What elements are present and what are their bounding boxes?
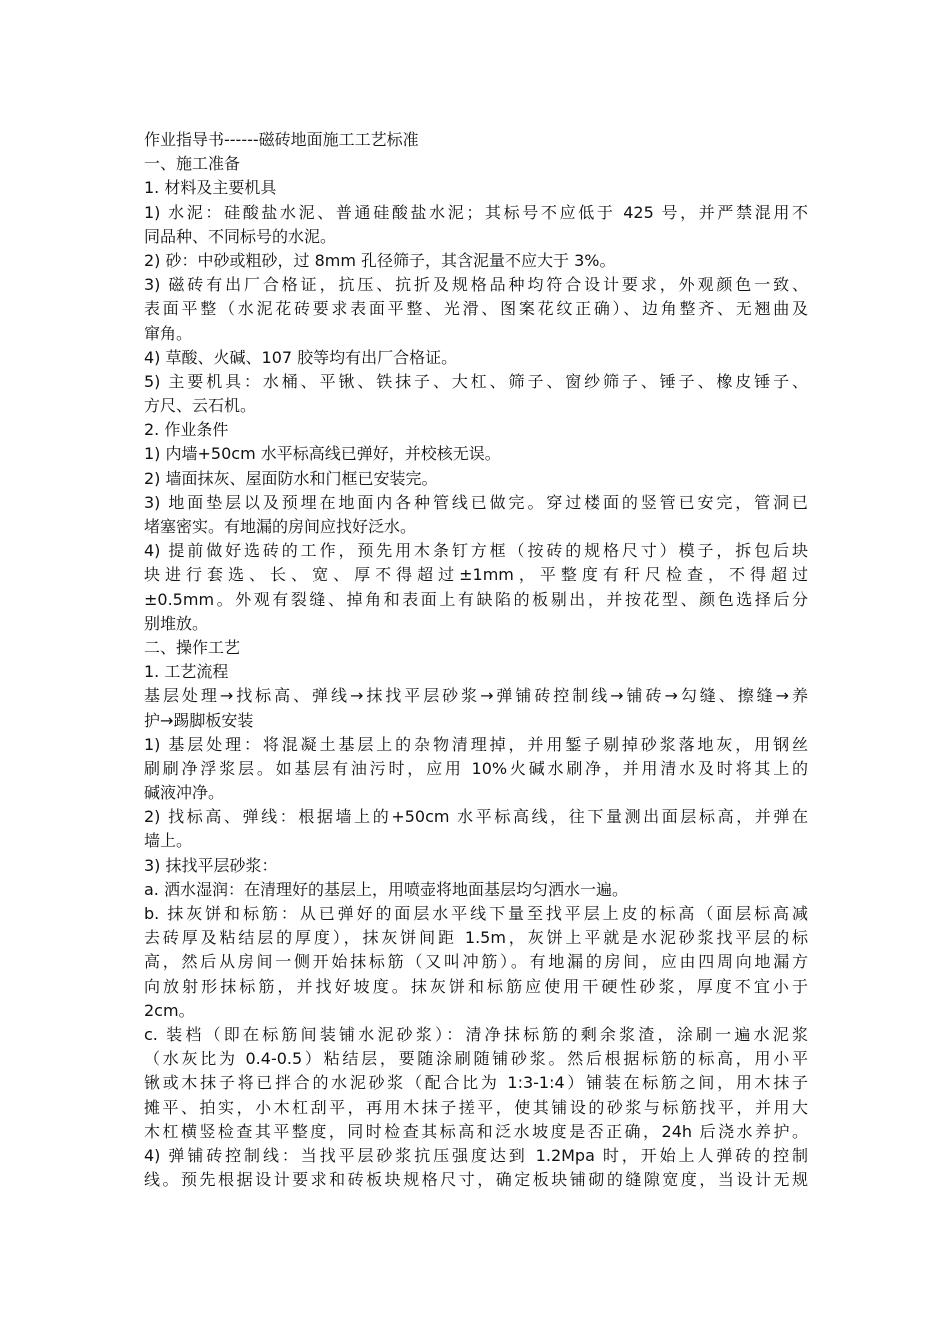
- text-line: 木杠横竖检查其平整度，同时检查其标高和泛水坡度是否正确，24h 后浇水养护。: [144, 1121, 808, 1141]
- text-line: 1) 水泥：硅酸盐水泥、普通硅酸盐水泥；其标号不应低于 425 号，并严禁混用不: [144, 202, 808, 222]
- document-title: 作业指导书------磁砖地面施工工艺标准: [144, 130, 419, 149]
- text-line: 高，然后从房间一侧开始抹标筋（又叫冲筋）。有地漏的房间，应由四周向地漏方: [144, 952, 808, 972]
- text-line: ±0.5mm。外观有裂缝、掉角和表面上有缺陷的板剔出，并按花型、颜色选择后分: [144, 589, 808, 609]
- text-line: 同品种、不同标号的水泥。: [144, 226, 337, 246]
- text-line: 表面平整（水泥花砖要求表面平整、光滑、图案花纹正确）、边角整齐、无翘曲及: [144, 299, 808, 319]
- text-line: b. 抹灰饼和标筋：从已弹好的面层水平线下量至找平层上皮的标高（面层标高减: [144, 904, 808, 923]
- text-line: 1) 基层处理：将混凝土基层上的杂物清理掉，并用錾子剔掉砂浆落地灰，用钢丝: [144, 734, 808, 754]
- text-line: 墙上。: [144, 831, 193, 851]
- text-line: 2) 墙面抹灰、屋面防水和门框已安装完。: [144, 468, 438, 488]
- text-line: 方尺、云石机。: [144, 396, 257, 416]
- text-line: 去砖厚及粘结层的厚度），抹灰饼间距 1.5m，灰饼上平就是水泥砂浆找平层的标: [144, 928, 808, 948]
- text-line: 摊平、拍实，小木杠刮平，再用木抹子搓平，使其铺设的砂浆与标筋找平，并用大: [144, 1097, 808, 1117]
- text-line: 基层处理→找标高、弹线→抹找平层砂浆→弹铺砖控制线→铺砖→勾缝、擦缝→养: [144, 686, 808, 706]
- subsection-heading: 2. 作业条件: [144, 420, 229, 440]
- subsection-heading: 1. 材料及主要机具: [144, 178, 277, 198]
- text-line: 2) 找标高、弹线：根据墙上的+50cm 水平标高线，往下量测出面层标高，并弹在: [144, 807, 808, 827]
- text-line: 2) 砂：中砂或粗砂，过 8mm 孔径筛子，其含泥量不应大于 3%。: [144, 250, 616, 270]
- section-heading: 一、施工准备: [144, 154, 241, 174]
- text-line: 窜角。: [144, 323, 193, 343]
- text-line: 向放射形抹标筋，并找好坡度。抹灰饼和标筋应使用干硬性砂浆，厚度不宜小于: [144, 976, 808, 996]
- text-line: 1) 内墙+50cm 水平标高线已弹好，并校核无误。: [144, 444, 501, 464]
- text-line: （水灰比为 0.4-0.5）粘结层，要随涂刷随铺砂浆。然后根据标筋的标高，用小平: [144, 1049, 808, 1069]
- subsection-heading: 1. 工艺流程: [144, 662, 229, 682]
- text-line: a. 洒水湿润：在清理好的基层上，用喷壶将地面基层均匀洒水一遍。: [144, 879, 628, 899]
- text-line: 块进行套选、长、宽、厚不得超过±1mm，平整度有秆尺检查，不得超过: [144, 565, 808, 585]
- text-line: c. 装档（即在标筋间装铺水泥砂浆）：清净抹标筋的剩余浆渣，涂刷一遍水泥浆: [144, 1024, 808, 1044]
- text-line: 堵塞密实。有地漏的房间应找好泛水。: [144, 517, 417, 536]
- text-line: 护→踢脚板安装: [144, 710, 254, 730]
- text-line: 4) 草酸、火碱、107 胶等均有出厂合格证。: [144, 347, 458, 367]
- text-line: 3) 地面垫层以及预埋在地面内各种管线已做完。穿过楼面的竖管已安完，管洞已: [144, 492, 808, 512]
- section-heading: 二、操作工艺: [144, 637, 241, 657]
- text-line: 5) 主要机具：水桶、平锹、铁抹子、大杠、筛子、窗纱筛子、锤子、橡皮锤子、: [144, 371, 808, 391]
- document-body: [144, 128, 808, 1192]
- text-line: 锹或木抹子将已拌合的水泥砂浆（配合比为 1:3-1:4）铺装在标筋之间，用木抹子: [144, 1073, 808, 1093]
- text-line: 别堆放。: [144, 613, 209, 633]
- text-line: 4) 提前做好选砖的工作，预先用木条钉方框（按砖的规格尺寸）模子，拆包后块: [144, 541, 808, 561]
- text-line: 线。预先根据设计要求和砖板块规格尺寸，确定板块铺砌的缝隙宽度，当设计无规: [144, 1170, 808, 1190]
- text-line: 碱液冲净。: [144, 783, 225, 803]
- text-line: 3) 抹找平层砂浆：: [144, 855, 278, 875]
- text-line: 2cm。: [144, 1000, 195, 1020]
- text-line: 刷刷净浮浆层。如基层有油污时，应用 10%火碱水刷净，并用清水及时将其上的: [144, 758, 808, 778]
- text-line: 3) 磁砖有出厂合格证，抗压、抗折及规格品种均符合设计要求，外观颜色一致、: [144, 275, 808, 295]
- text-line: 4) 弹铺砖控制线：当找平层砂浆抗压强度达到 1.2Mpa 时，开始上人弹砖的控制: [144, 1145, 808, 1165]
